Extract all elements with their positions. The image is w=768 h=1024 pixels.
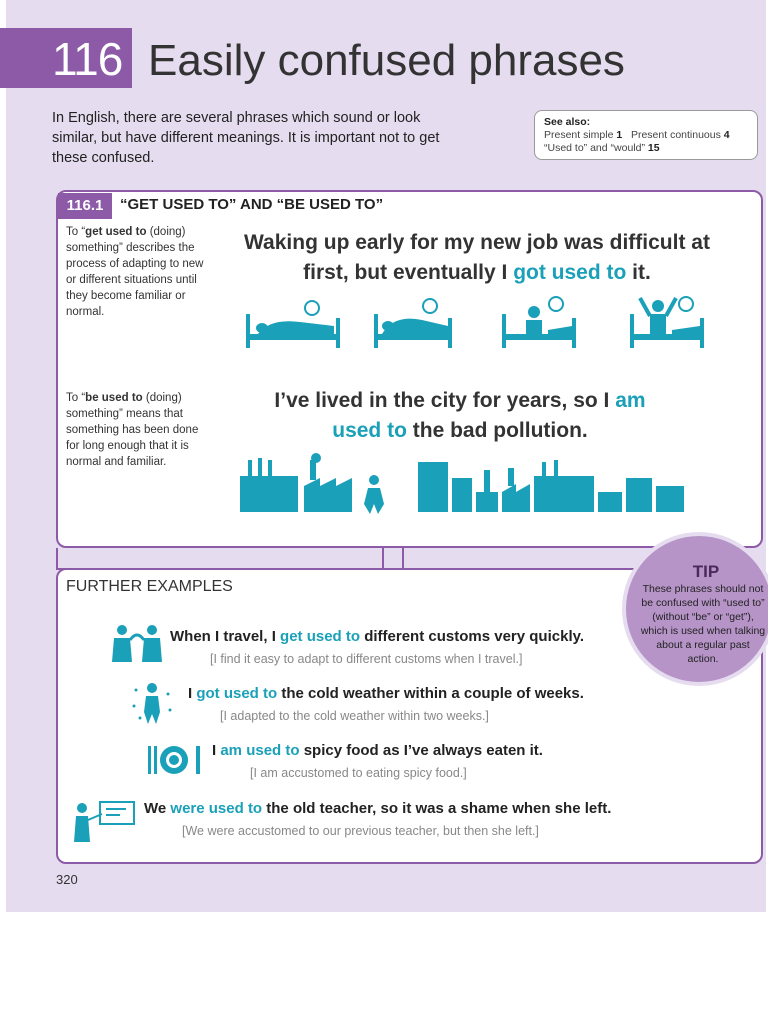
- tip-title: TIP: [692, 562, 720, 581]
- see-also-link-present-simple[interactable]: Present simple: [544, 129, 617, 141]
- city-pollution-illustration: [238, 452, 692, 516]
- further-example-4-explanation: [We were accustomed to our previous teacher, but then she left.]: [182, 824, 539, 838]
- see-also-link-present-continuous[interactable]: Present continuous: [622, 129, 724, 141]
- see-also-title: See also:: [544, 116, 591, 128]
- bed-sleeping-icon: [246, 301, 340, 348]
- example-sentence-be-used-to: I’ve lived in the city for years, so I am used to the bad pollution.: [274, 389, 646, 442]
- further-example-2-explanation: [I adapted to the cold weather within two weeks.]: [220, 709, 489, 723]
- see-also-box: [534, 110, 758, 160]
- section-title: “GET USED TO” AND “BE USED TO”: [120, 196, 384, 213]
- see-also-num: 1: [616, 129, 623, 141]
- walking-person-icon: [364, 475, 384, 514]
- cold-weather-person-icon: [130, 680, 174, 726]
- section-connector: [56, 548, 384, 570]
- bed-waking-icon: [502, 297, 576, 348]
- further-examples-title: FURTHER EXAMPLES: [66, 578, 233, 595]
- teacher-board-icon: [72, 798, 138, 844]
- further-example-4: We were used to the old teacher, so it was a shame when she left.: [144, 800, 612, 817]
- intro-text: In English, there are several phrases which sound or look similar, but have different meanings. It is important not to get these confused.: [52, 110, 440, 166]
- be-used-to-description: To “be used to (doing) something” means that something has been done for long enough that it is normal and familiar.: [66, 392, 199, 468]
- plate-cutlery-icon: [146, 742, 204, 778]
- see-also-link-used-to[interactable]: “Used to” and “would”: [544, 142, 648, 154]
- city-buildings-icon: [418, 460, 684, 512]
- further-example-1-explanation: [I find it easy to adapt to different customs when I travel.]: [210, 652, 523, 666]
- see-also-num: 4: [723, 129, 730, 141]
- bed-awake-icon: [630, 297, 704, 348]
- further-example-3-explanation: [I am accustomed to eating spicy food.]: [250, 766, 467, 780]
- unit-number: 116: [52, 33, 123, 85]
- bed-sequence-illustration: [240, 294, 710, 354]
- bed-alarm-icon: [374, 299, 452, 348]
- travel-people-icon: [110, 622, 164, 664]
- further-example-1: When I travel, I get used to different customs very quickly.: [170, 628, 585, 645]
- further-example-3: I am used to spicy food as I’ve always eaten it.: [212, 742, 543, 759]
- section-number: 116.1: [58, 193, 112, 219]
- factory-icon: [240, 453, 352, 512]
- get-used-to-description: To “get used to (doing) something” describes the process of adapting to new or different situations until they become familiar or normal.: [66, 226, 204, 318]
- further-example-2: I got used to the cold weather within a couple of weeks.: [188, 685, 584, 702]
- see-also-num: 15: [647, 142, 660, 154]
- page-title: Easily confused phrases: [148, 36, 625, 85]
- example-sentence-get-used-to: Waking up early for my new job was difficult at first, but eventually I got used to it.: [244, 231, 710, 284]
- page-number: 320: [56, 872, 78, 887]
- tip-body: These phrases should not be confused with “used to” (without “be” or “get”), which is used when talking about a regular past action.: [640, 583, 766, 665]
